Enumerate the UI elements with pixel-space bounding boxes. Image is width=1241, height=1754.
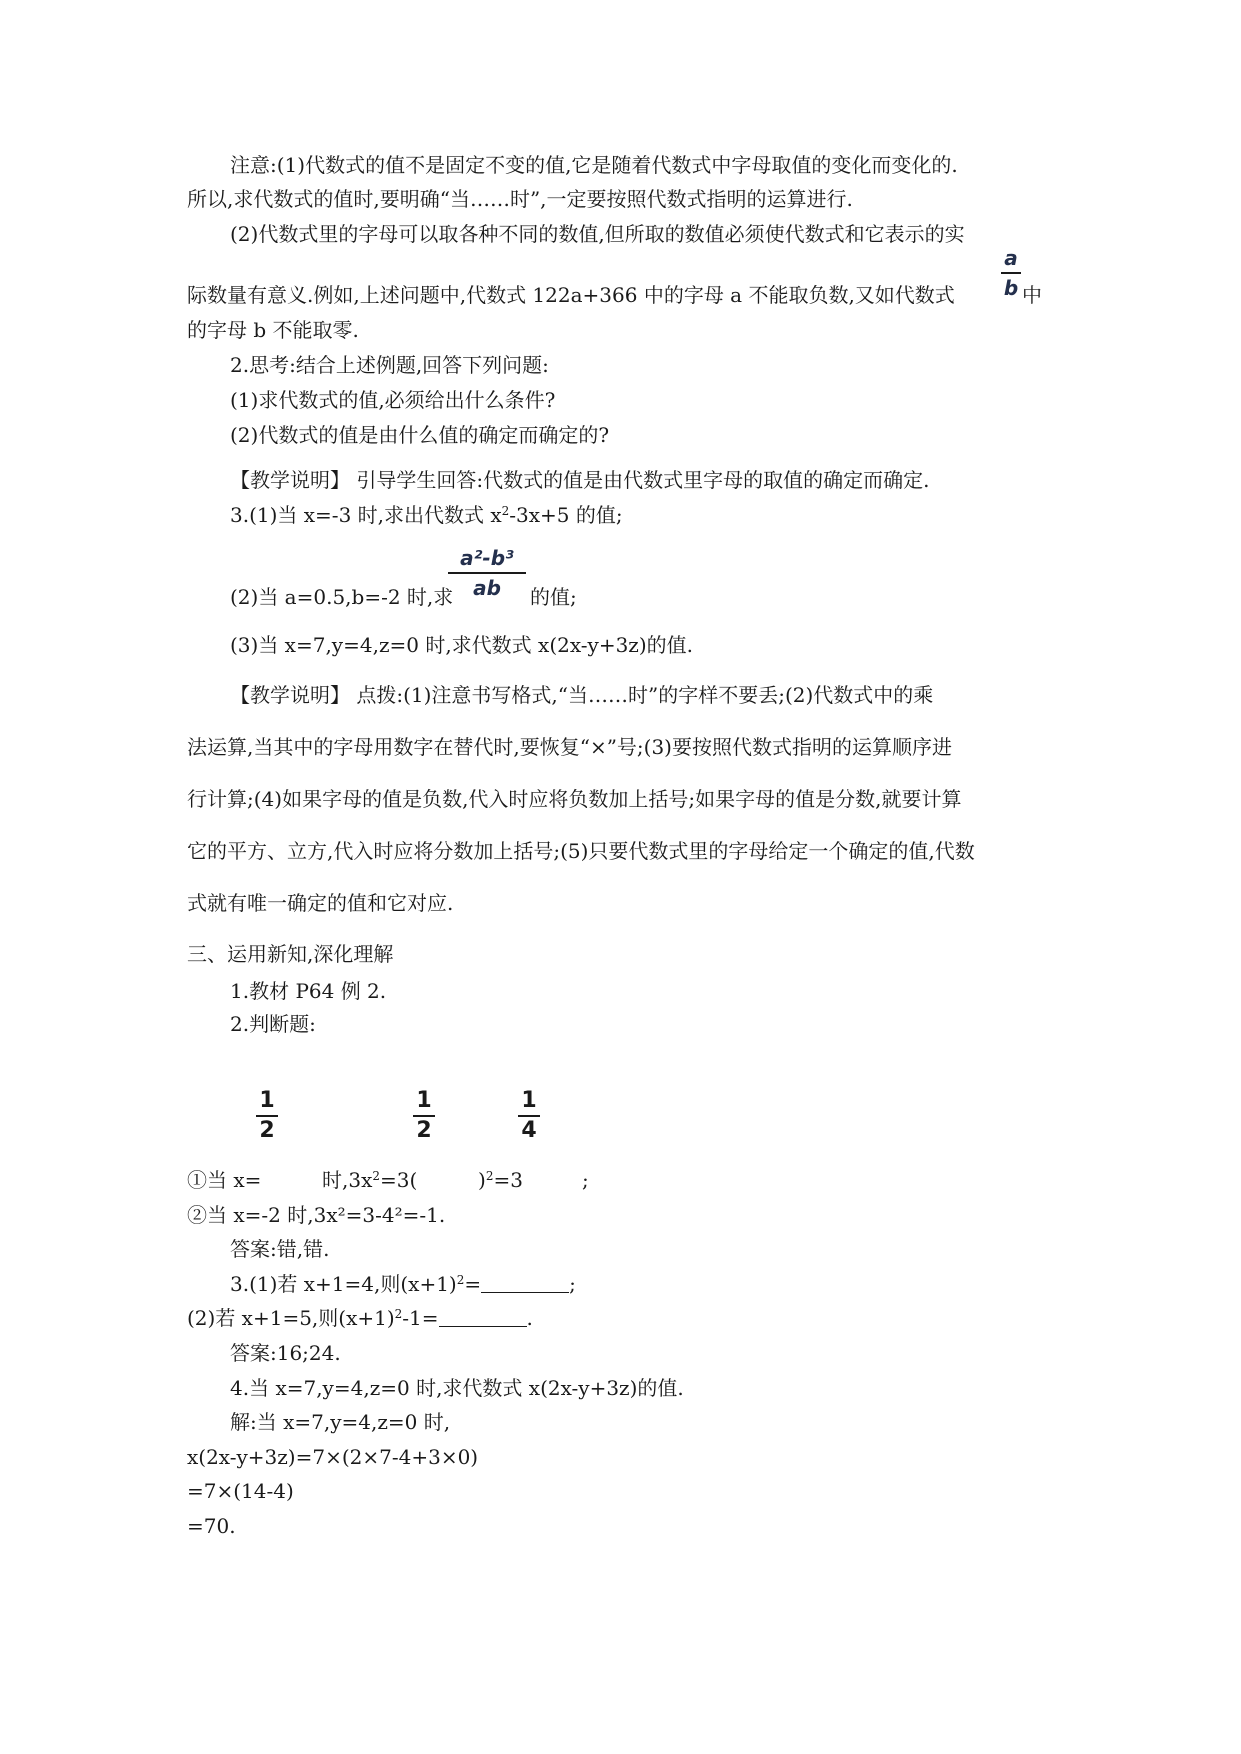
note2-line-1: (2)代数式里的字母可以取各种不同的数值,但所取的数值必须使代数式和它表示的实 [230, 222, 965, 246]
note-line-1: 注意:(1)代数式的值不是固定不变的值,它是随着代数式中字母取值的变化而变化的. [230, 153, 958, 177]
judgement-2: ②当 x=-2 时,3x²=3-4²=-1. [187, 1203, 446, 1227]
fill-blank-1: 3.(1)若 x+1=4,则$(x+1)^2=$ ; [230, 1272, 576, 1296]
blank-line [481, 1274, 569, 1293]
note2-line-2-end: 中 [1022, 283, 1042, 307]
think-title: 2.思考:结合上述例题,回答下列问题: [230, 353, 549, 377]
note2-line-2: 际数量有意义.例如,上述问题中,代数式 122a+366 中的字母 a 不能取负数,又如代数式 [187, 283, 955, 307]
teaching-note-2-line-1: 【教学说明】 点拨:(1)注意书写格式,“当……时”的字样不要丢;(2)代数式中的乘 [230, 683, 934, 707]
blank-line [439, 1308, 527, 1327]
exercise-3-q2-end: 的值; [530, 585, 577, 609]
teaching-note-2-line-3: 行计算;(4)如果字母的值是负数,代入时应将负数加上括号;如果字母的值是分数,就要计算 [187, 787, 962, 811]
solution-line-1: 解:当 x=7,y=4,z=0 时, [230, 1410, 451, 1434]
fraction-a-over-b: a b [1001, 247, 1021, 299]
fraction-one-half-2: 1 2 [413, 1090, 435, 1142]
judgement-1-semicolon: ; [582, 1168, 589, 1192]
answer-1: 答案:错,错. [230, 1237, 330, 1261]
fraction-one-quarter: 1 4 [518, 1090, 540, 1142]
exercise-3-q2: (2)当 a=0.5,b=-2 时,求 [230, 585, 454, 609]
fraction-one-half-1: 1 2 [256, 1090, 278, 1142]
note2-line-3: 的字母 b 不能取零. [187, 318, 359, 342]
exercise-3-q3: (3)当 x=7,y=4,z=0 时,求代数式 x(2x-y+3z)的值. [230, 633, 694, 657]
think-question-1: (1)求代数式的值,必须给出什么条件? [230, 388, 556, 412]
judgement-1-start: ①当 x= [187, 1168, 262, 1192]
section-3-title: 三、运用新知,深化理解 [187, 942, 394, 966]
fraction-a2-b3-over-ab: a²-b³ ab [448, 547, 526, 599]
solution-line-4: =70. [187, 1514, 236, 1538]
answer-2: 答案:16;24. [230, 1341, 341, 1365]
teaching-note-1: 【教学说明】 引导学生回答:代数式的值是由代数式里字母的取值的确定而确定. [230, 468, 930, 492]
teaching-note-2-line-2: 法运算,当其中的字母用数字在替代时,要恢复“×”号;(3)要按照代数式指明的运算顺序进 [187, 735, 952, 759]
judgement-1-mid: 时$,3x^2=3$( [322, 1168, 418, 1192]
teaching-note-2-line-5: 式就有唯一确定的值和它对应. [187, 891, 454, 915]
think-question-2: (2)代数式的值是由什么值的确定而确定的? [230, 423, 610, 447]
note-line-2: 所以,求代数式的值时,要明确“当……时”,一定要按照代数式指明的运算进行. [187, 187, 853, 211]
section-3-item-1: 1.教材 P64 例 2. [230, 979, 387, 1003]
section-3-item-2: 2.判断题: [230, 1012, 316, 1036]
teaching-note-2-line-4: 它的平方、立方,代入时应将分数加上括号;(5)只要代数式里的字母给定一个确定的值,代数 [187, 839, 975, 863]
solution-line-2: x(2x-y+3z)=7×(2×7-4+3×0) [187, 1445, 479, 1469]
exercise-3-q1: 3.(1)当 x=-3 时,求出代数式 $x^2-3x+5$ 的值; [230, 503, 623, 527]
solution-line-3: =7×(14-4) [187, 1479, 294, 1503]
exercise-4: 4.当 x=7,y=4,z=0 时,求代数式 x(2x-y+3z)的值. [230, 1376, 684, 1400]
judgement-1-end: )$^2$=3 [478, 1168, 523, 1192]
fill-blank-2: (2)若 x+1=5,则$(x+1)^2-1=$ . [187, 1306, 533, 1330]
